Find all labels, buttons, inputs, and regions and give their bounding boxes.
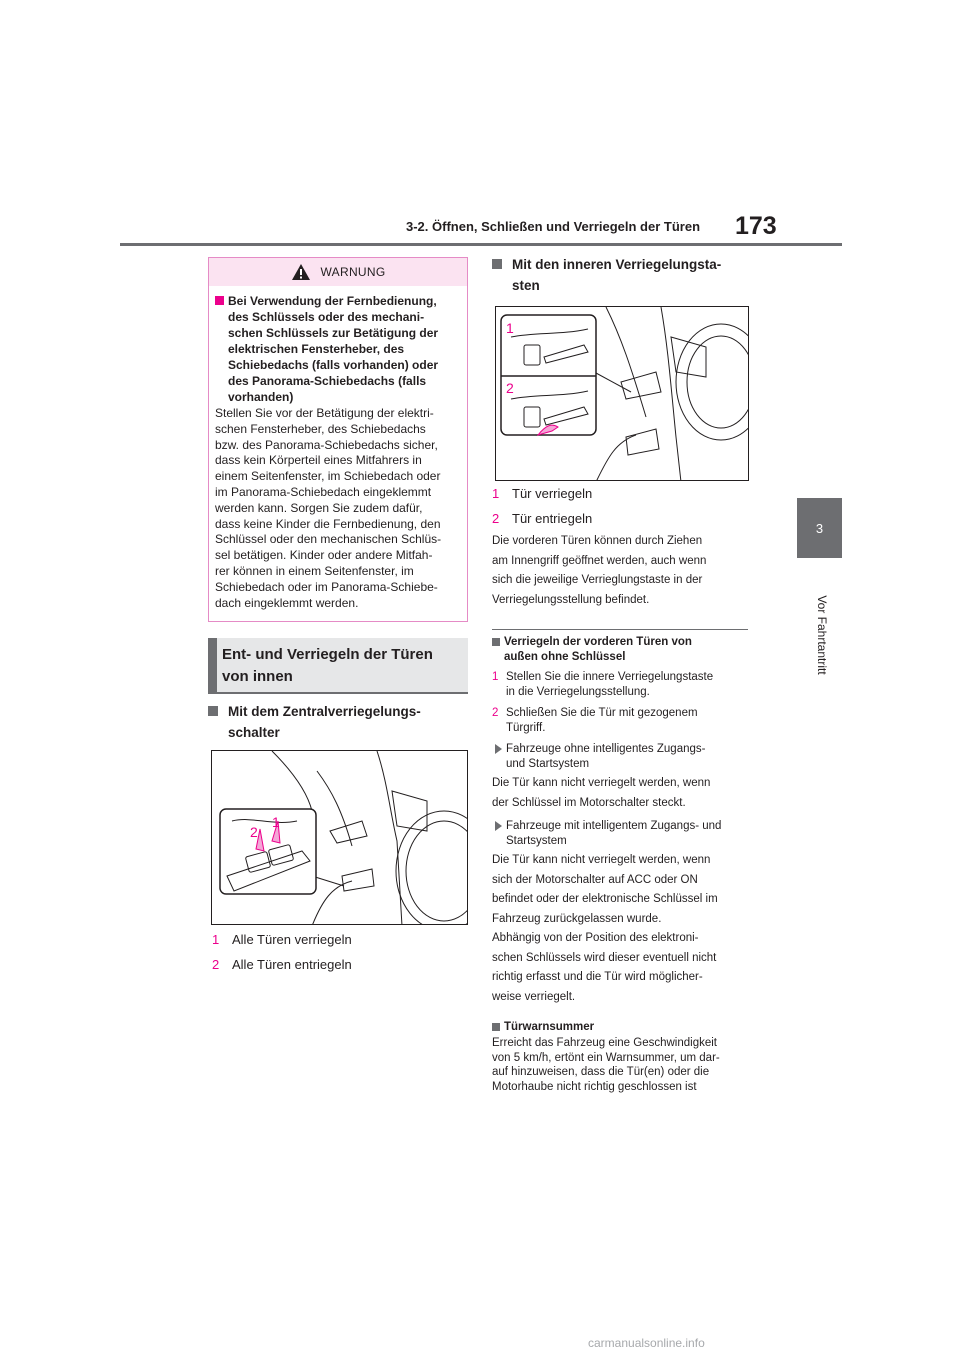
chapter-label: Vor Fahrtantritt — [815, 595, 829, 675]
callout-number: 2 — [492, 511, 500, 526]
body-line: weise verriegelt. — [492, 990, 576, 1003]
triangle-bullet-icon — [495, 821, 502, 831]
warning-body-line: Schiebedach oder im Panorama-Schiebe- — [215, 579, 438, 594]
section-heading-line: Ent- und Verriegeln der Türen — [222, 646, 433, 663]
header-rule — [120, 243, 842, 246]
heading-line: sten — [512, 278, 540, 293]
body-line: Erreicht das Fahrzeug eine Geschwindigkeit — [492, 1037, 718, 1049]
warning-body-line: dass kein Körperteil eines Mitfahrers in — [215, 453, 422, 468]
section-heading-line: von innen — [222, 668, 293, 685]
warning-body-line: im Panorama-Schiebedach eingeklemmt — [215, 484, 432, 499]
inner-lock-illustration — [496, 307, 749, 481]
warning-box — [208, 257, 468, 622]
callout-text: Alle Türen verriegeln — [232, 932, 352, 947]
heading-line: Mit dem Zentralverriegelungs- — [228, 704, 421, 719]
body-line: Die Tür kann nicht verriegelt werden, wenn — [492, 777, 711, 789]
warning-body-line: rer können in einem Seitenfenster, im — [215, 563, 414, 578]
inner-lock-body — [492, 532, 752, 610]
case-text: Fahrzeuge mit intelligentem Zugangs- und — [506, 820, 722, 832]
warning-subheading-line: Bei Verwendung der Fernbedienung, — [228, 294, 437, 308]
warning-subheading — [215, 293, 474, 405]
body-line: Fahrzeug zurückgelassen wurde. — [492, 912, 662, 925]
warning-subheading-line: Schiebedachs (falls vorhanden) oder — [228, 358, 439, 372]
warning-header — [209, 258, 467, 286]
warning-body-line: dass keine Kinder die Fernbedienung, den — [215, 516, 441, 531]
warning-icon — [291, 263, 311, 281]
body-line: auf hinzuweisen, dass die Tür(en) oder die — [492, 1066, 710, 1078]
step-item — [492, 706, 752, 736]
step-number: 1 — [492, 671, 499, 683]
callout-text: Tür entriegeln — [512, 511, 593, 526]
vehicle-case-item — [492, 742, 752, 772]
square-bullet-icon — [492, 1023, 500, 1031]
callout-item — [492, 485, 742, 503]
body-line: sich der Motorschalter auf ACC oder ON — [492, 873, 698, 886]
warning-subheading-line: des Panorama-Schiebedachs (falls — [228, 374, 427, 388]
callout-item — [212, 931, 462, 949]
section-rule — [208, 692, 468, 694]
callout-number: 2 — [212, 957, 220, 972]
warning-subheading-line: schen Schlüssels zur Betätigung der — [228, 326, 439, 340]
central-lock-figure — [211, 750, 468, 925]
case-text: Startsystem — [506, 834, 567, 847]
case-text: Fahrzeuge ohne intelligentes Zugangs- — [506, 743, 706, 755]
figure-callout-number: 2 — [506, 380, 514, 396]
square-bullet-icon — [492, 638, 500, 646]
central-lock-heading — [208, 701, 488, 743]
square-bullet-icon — [492, 259, 502, 269]
callout-text: Tür verriegeln — [512, 486, 593, 501]
heading-line: Türwarnsummer — [504, 1021, 595, 1033]
divider — [492, 629, 748, 630]
callout-item — [212, 956, 462, 974]
step-text: Schließen Sie die Tür mit gezogenem — [506, 707, 698, 719]
warning-subheading-line: elektrischen Fensterheber, des — [228, 342, 405, 356]
warning-body-line: sel betätigen. Kinder oder andere Mitfah- — [215, 548, 433, 563]
warning-body-line: schen Fensterheber, des Schiebedachs — [215, 421, 426, 436]
body-line: am Innengriff geöffnet werden, auch wenn — [492, 554, 707, 567]
case-body — [492, 851, 752, 1007]
section-heading — [208, 638, 468, 693]
chapter-tab[interactable] — [797, 498, 842, 558]
body-line: Die Tür kann nicht verriegelt werden, wenn — [492, 854, 711, 866]
callout-text: Alle Türen entriegeln — [232, 957, 352, 972]
figure-callout-number: 1 — [506, 320, 514, 336]
square-bullet-icon — [215, 296, 224, 305]
body-line: Die vorderen Türen können durch Ziehen — [492, 535, 703, 547]
step-text: Türgriff. — [506, 721, 546, 734]
vehicle-case-item — [492, 819, 752, 849]
body-line: richtig erfasst und die Tür wird möglicher- — [492, 971, 703, 983]
watermark[interactable]: carmanualsonline.info — [588, 1336, 705, 1350]
callout-number: 1 — [212, 932, 220, 947]
warning-body — [215, 406, 465, 611]
case-body — [492, 774, 752, 813]
door-warning-heading — [492, 1020, 760, 1035]
warning-body-line: einem Seitenfenster, im Schiebedach oder — [215, 469, 441, 484]
inner-lock-heading — [492, 254, 772, 296]
figure-callout-number: 2 — [250, 824, 258, 840]
step-text: Stellen Sie die innere Verriegelungstaste — [506, 671, 714, 683]
callout-item — [492, 510, 742, 528]
outside-lock-heading — [492, 635, 760, 664]
door-warning-body — [492, 1036, 754, 1094]
square-bullet-icon — [208, 706, 218, 716]
warning-body-line: werden kann. Sorgen Sie zudem dafür, — [215, 500, 423, 515]
section-heading-bar — [208, 638, 217, 693]
body-line: Motorhaube nicht richtig geschlossen ist — [492, 1080, 697, 1093]
callout-number: 1 — [492, 486, 500, 501]
body-line: befindet oder der elektronische Schlüssel im — [492, 893, 718, 905]
running-header: 3-2. Öffnen, Schließen und Verriegeln der Türen — [406, 219, 701, 234]
central-lock-illustration — [212, 751, 468, 925]
body-line: Verriegelungsstellung befindet. — [492, 593, 650, 606]
warning-subheading-line: vorhanden) — [228, 390, 294, 404]
warning-body-line: Stellen Sie vor der Betätigung der elektri- — [215, 406, 434, 420]
heading-line: Verriegeln der vorderen Türen von — [504, 636, 692, 648]
triangle-bullet-icon — [495, 744, 502, 754]
body-line: Abhängig von der Position des elektroni- — [492, 932, 699, 944]
warning-title: WARNUNG — [320, 265, 386, 279]
figure-callout-number: 1 — [272, 814, 280, 830]
warning-body-line: Schlüssel oder den mechanischen Schlüs- — [215, 532, 442, 547]
body-line: schen Schlüssels wird dieser eventuell nicht — [492, 951, 717, 964]
warning-subheading-line: des Schlüssels oder des mechani- — [228, 310, 425, 324]
step-item — [492, 670, 752, 700]
warning-body-line: bzw. des Panorama-Schiebedachs sicher, — [215, 437, 438, 452]
body-line: der Schlüssel im Motorschalter steckt. — [492, 796, 686, 809]
body-line: von 5 km/h, ertönt ein Warnsummer, um dar- — [492, 1051, 720, 1064]
step-number: 2 — [492, 707, 499, 719]
heading-line: außen ohne Schlüssel — [504, 650, 626, 663]
heading-line: Mit den inneren Verriegelungsta- — [512, 257, 722, 272]
page-number: 173 — [735, 212, 777, 240]
body-line: sich die jeweilige Verrieglungstaste in der — [492, 574, 703, 586]
warning-body-line: dach eingeklemmt werden. — [215, 595, 359, 610]
case-text: und Startsystem — [506, 757, 590, 770]
heading-line: schalter — [228, 725, 280, 740]
inner-lock-figure — [495, 306, 749, 481]
chapter-number: 3 — [815, 520, 824, 536]
step-text: in die Verriegelungsstellung. — [506, 685, 650, 698]
